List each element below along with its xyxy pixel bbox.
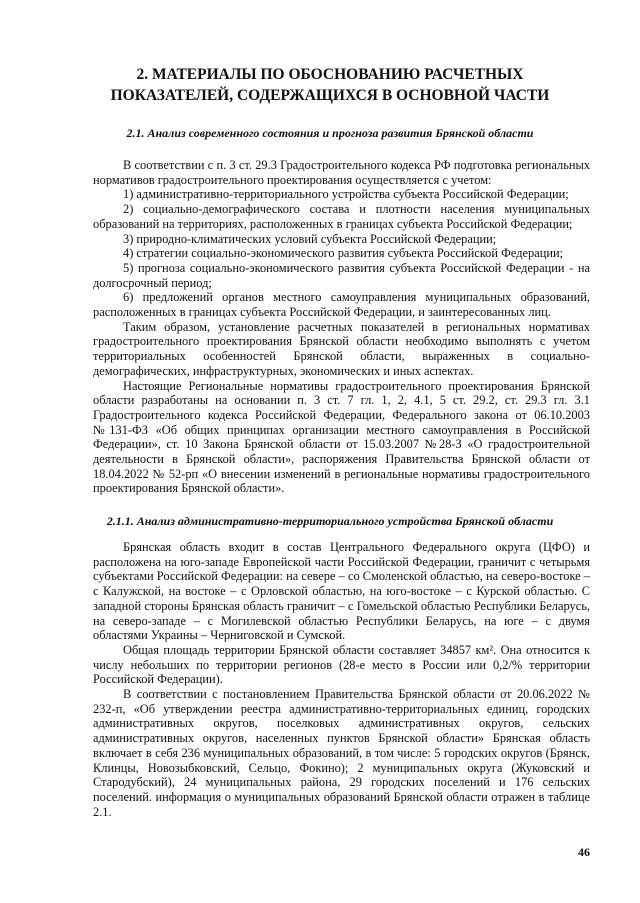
- list-item: 5) прогноза социально-экономического развития субъекта Российской Федерации - на долгосрочный период;: [93, 260, 590, 290]
- paragraph: В соответствии с п. 3 ст. 29.3 Градостроительного кодекса РФ подготовка региональных нормативов градостроительного проектирования осуществляется с учетом:: [93, 158, 590, 187]
- page-title: [60, 64, 600, 106]
- section-2-1-heading: 2.1. Анализ современного состояния и прогноза развития Брянской области: [126, 126, 534, 140]
- list-item: 4) стратегии социально-экономического развития субъекта Российской Федерации;: [123, 246, 564, 261]
- paragraph: Таким образом, установление расчетных показателей в региональных нормативах градостроительного проектирования Брянской области необходимо выполнять с учетом территориальных особенностей Брянской области, выраженных в социально- демографических, инфраструктурных, экономических и иных аспектах.: [93, 319, 590, 378]
- section-2-1-1-body: [93, 540, 590, 819]
- section-2-1-body: [93, 158, 590, 496]
- list-item: 3) природно-климатических условий субъекта Российской Федерации;: [123, 231, 497, 246]
- paragraph: Общая площадь территории Брянской области составляет 34857 км². Она относится к числу небольших по территории регионов (28-е место в России или 0,2/% территории Российской Федерации).: [93, 642, 590, 687]
- paragraph: В соответствии с постановлением Правительства Брянской области от 20.06.2022 № 232-п, «Об утверждении реестра административно-территориальных единиц, городских административных округов, поселковых административных округов, сельских административных округов, населенных пунктов Брянской области» Брянская область включает в себя 236 муниципальных образований, в том числе: 5 городских округов (Брянск, Клинцы, Новозыбковский, Сельцо, Фокино); 2 муниципальных округа (Жуковский и Стародубский), 24 муниципальных района, 29 городских поселений и 176 сельских поселений. информация о муниципальных образований Брянской области отражен в таблице 2.1.: [93, 687, 590, 819]
- page-title-line-2: ПОКАЗАТЕЛЕЙ, СОДЕРЖАЩИХСЯ В ОСНОВНОЙ ЧАСТИ: [110, 87, 550, 104]
- paragraph: Брянская область входит в состав Центрального Федерального округа (ЦФО) и расположена на юго-западе Европейской части Российской Федерации, граничит с четырьмя субъектами Российской Федерации: на севере – со Смоленской областью, на северо-востоке – с Калужской, на востоке – с Орловской областью, на юго-востоке – с Курской областью. С западной стороны Брянская область граничит – с Гомельской областью Республики Беларусь, на северо-западе – с Могилевской областью Республики Беларусь, на юге – с двумя областями Украины – Черниговской и Сумской.: [93, 540, 590, 643]
- list-item: 1) административно-территориального устройства субъекта Российской Федерации;: [123, 187, 569, 202]
- section-2-1-1-heading: 2.1.1. Анализ административно-территориального устройства Брянской области: [106, 514, 554, 528]
- paragraph: Настоящие Региональные нормативы градостроительного проектирования Брянской области разработаны на основании п. 3 ст. 7 гл. 1, 2, 4.1, 5 ст. 29.2, ст. 29.3 гл. 3.1 Градостроительного кодекса Российской Федерации, Федерального закона от 06.10.2003 №131-ФЗ «Об общих принципах организации местного самоуправления в Российской Федерации», ст. 10 Закона Брянской области от 15.03.2007 №28-З «О градостроительной деятельности в Брянской области», распоряжения Правительства Брянской области от 18.04.2022 № 52-рп «О внесении изменений в региональные нормативы градостроительного проектирования Брянской области».: [93, 378, 590, 496]
- list-item: 2) социально-демографического состава и плотности населения муниципальных образований на территориях, расположенных в границах субъекта Российской Федерации;: [93, 202, 590, 231]
- list-item: 6) предложений органов местного самоуправления муниципальных образований, расположенных в границах субъекта Российской Федерации, и заинтересованных лиц.: [93, 290, 590, 320]
- page-number: 46: [578, 845, 590, 859]
- page-title-line-1: 2. МАТЕРИАЛЫ ПО ОБОСНОВАНИЮ РАСЧЕТНЫХ: [136, 66, 524, 83]
